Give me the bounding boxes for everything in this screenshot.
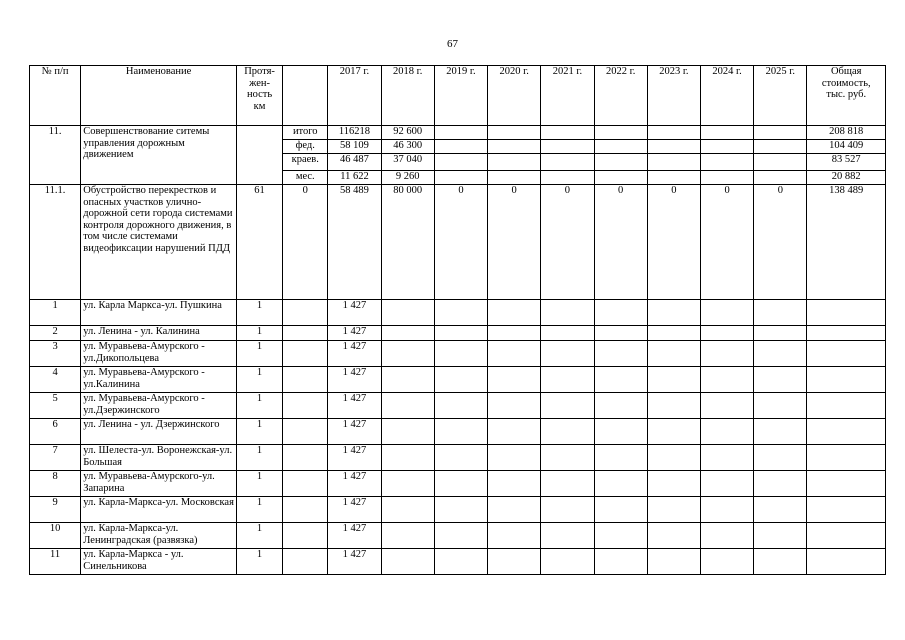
cell-total: 208 818 bbox=[807, 126, 886, 140]
cell-2018: 9 260 bbox=[381, 171, 434, 185]
cell-2017: 1 427 bbox=[328, 471, 381, 497]
cell-2017: 1 427 bbox=[328, 393, 381, 419]
row-number: 11. bbox=[30, 126, 81, 185]
funding-source: итого bbox=[283, 126, 328, 140]
row-name: ул. Ленина - ул. Дзержинского bbox=[81, 419, 237, 445]
cell-2018: 80 000 bbox=[381, 185, 434, 300]
row-name: Совершенствование ситемы управления дорожным движением bbox=[81, 126, 237, 185]
row-number: 10 bbox=[30, 523, 81, 549]
cell-2017: 58 489 bbox=[328, 185, 381, 300]
cell-total: 83 527 bbox=[807, 154, 886, 171]
header-year: 2024 г. bbox=[701, 66, 754, 126]
header-no: № п/п bbox=[30, 66, 81, 126]
table-row bbox=[30, 471, 886, 497]
row-source: 0 bbox=[283, 185, 328, 300]
row-length: 1 bbox=[236, 523, 282, 549]
cell-2017: 1 427 bbox=[328, 549, 381, 575]
table-row bbox=[30, 367, 886, 393]
row-length: 1 bbox=[236, 326, 282, 341]
header-year: 2017 г. bbox=[328, 66, 381, 126]
table-row bbox=[30, 523, 886, 549]
row-number: 6 bbox=[30, 419, 81, 445]
row-number: 7 bbox=[30, 445, 81, 471]
cell-total: 20 882 bbox=[807, 171, 886, 185]
cell-2017: 1 427 bbox=[328, 326, 381, 341]
cell-2020: 0 bbox=[488, 185, 541, 300]
header-year: 2021 г. bbox=[541, 66, 594, 126]
page-number: 67 bbox=[447, 38, 458, 50]
row-number: 4 bbox=[30, 367, 81, 393]
table-row bbox=[30, 419, 886, 445]
header-year: 2020 г. bbox=[488, 66, 541, 126]
row-length: 61 bbox=[236, 185, 282, 300]
row-length: 1 bbox=[236, 445, 282, 471]
row-name: ул. Муравьева-Амурского - ул.Дзержинского bbox=[81, 393, 237, 419]
row-number: 11 bbox=[30, 549, 81, 575]
funding-source: фед. bbox=[283, 140, 328, 154]
cell-2024: 0 bbox=[701, 185, 754, 300]
header-row bbox=[30, 66, 886, 126]
cell-2018: 46 300 bbox=[381, 140, 434, 154]
row-name: ул. Карла Маркса-ул. Пушкина bbox=[81, 300, 237, 326]
table-row bbox=[30, 326, 886, 341]
table-row bbox=[30, 549, 886, 575]
row-number: 5 bbox=[30, 393, 81, 419]
table-row bbox=[30, 300, 886, 326]
row-name: Обустройство перекрестков и опасных участков улично-дорожной сети города системами контроля дорожного движения, в том числе системами видеофиксации нарушений ПДД bbox=[81, 185, 237, 300]
cell-2017: 1 427 bbox=[328, 367, 381, 393]
cell-2017: 58 109 bbox=[328, 140, 381, 154]
row-name: ул. Шелеста-ул. Воронежская-ул. Большая bbox=[81, 445, 237, 471]
row-number: 9 bbox=[30, 497, 81, 523]
cell-2017: 1 427 bbox=[328, 300, 381, 326]
cell-2017: 11 622 bbox=[328, 171, 381, 185]
row-number: 1 bbox=[30, 300, 81, 326]
table-row bbox=[30, 445, 886, 471]
cell-total: 104 409 bbox=[807, 140, 886, 154]
row-length: 1 bbox=[236, 393, 282, 419]
row-name: ул. Карла-Маркса-ул. Ленинградская (развязка) bbox=[81, 523, 237, 549]
cell-total: 138 489 bbox=[807, 185, 886, 300]
header-source bbox=[283, 66, 328, 126]
cell-2025: 0 bbox=[754, 185, 807, 300]
header-total: Общая стоимость, тыс. руб. bbox=[807, 66, 886, 126]
cell-2023: 0 bbox=[647, 185, 700, 300]
row-name: ул. Муравьева-Амурского - ул.Калинина bbox=[81, 367, 237, 393]
row-length: 1 bbox=[236, 471, 282, 497]
row-name: ул. Муравьева-Амурского-ул. Запарина bbox=[81, 471, 237, 497]
cell-2022: 0 bbox=[594, 185, 647, 300]
table-row bbox=[30, 393, 886, 419]
row-length: 1 bbox=[236, 300, 282, 326]
header-year: 2022 г. bbox=[594, 66, 647, 126]
cell-2017: 1 427 bbox=[328, 419, 381, 445]
row-length: 1 bbox=[236, 549, 282, 575]
table-row bbox=[30, 185, 886, 300]
cell-2018: 37 040 bbox=[381, 154, 434, 171]
table-row bbox=[30, 341, 886, 367]
row-name: ул. Карла-Маркса - ул. Синельникова bbox=[81, 549, 237, 575]
cell-2017: 1 427 bbox=[328, 497, 381, 523]
row-length: 1 bbox=[236, 341, 282, 367]
header-year: 2023 г. bbox=[647, 66, 700, 126]
header-year: 2025 г. bbox=[754, 66, 807, 126]
row-length: 1 bbox=[236, 419, 282, 445]
row-name: ул. Муравьева-Амурского - ул.Дикопольцева bbox=[81, 341, 237, 367]
row-name: ул. Карла-Маркса-ул. Московская bbox=[81, 497, 237, 523]
investment-table bbox=[29, 65, 886, 575]
cell-2017: 1 427 bbox=[328, 445, 381, 471]
row-number: 8 bbox=[30, 471, 81, 497]
row-name: ул. Ленина - ул. Калинина bbox=[81, 326, 237, 341]
row-number: 11.1. bbox=[30, 185, 81, 300]
row-number: 2 bbox=[30, 326, 81, 341]
row-number: 3 bbox=[30, 341, 81, 367]
funding-source: мес. bbox=[283, 171, 328, 185]
row-length bbox=[236, 126, 282, 185]
cell-2017: 1 427 bbox=[328, 523, 381, 549]
row-length: 1 bbox=[236, 497, 282, 523]
header-length: Протя- жен- ность км bbox=[236, 66, 282, 126]
cell-2021: 0 bbox=[541, 185, 594, 300]
header-name: Наименование bbox=[81, 66, 237, 126]
header-year: 2019 г. bbox=[434, 66, 487, 126]
cell-2019: 0 bbox=[434, 185, 487, 300]
row-length: 1 bbox=[236, 367, 282, 393]
table-row bbox=[30, 126, 886, 140]
cell-2018: 92 600 bbox=[381, 126, 434, 140]
funding-source: краев. bbox=[283, 154, 328, 171]
header-year: 2018 г. bbox=[381, 66, 434, 126]
cell-2017: 116218 bbox=[328, 126, 381, 140]
cell-2017: 46 487 bbox=[328, 154, 381, 171]
cell-2017: 1 427 bbox=[328, 341, 381, 367]
table-row bbox=[30, 497, 886, 523]
